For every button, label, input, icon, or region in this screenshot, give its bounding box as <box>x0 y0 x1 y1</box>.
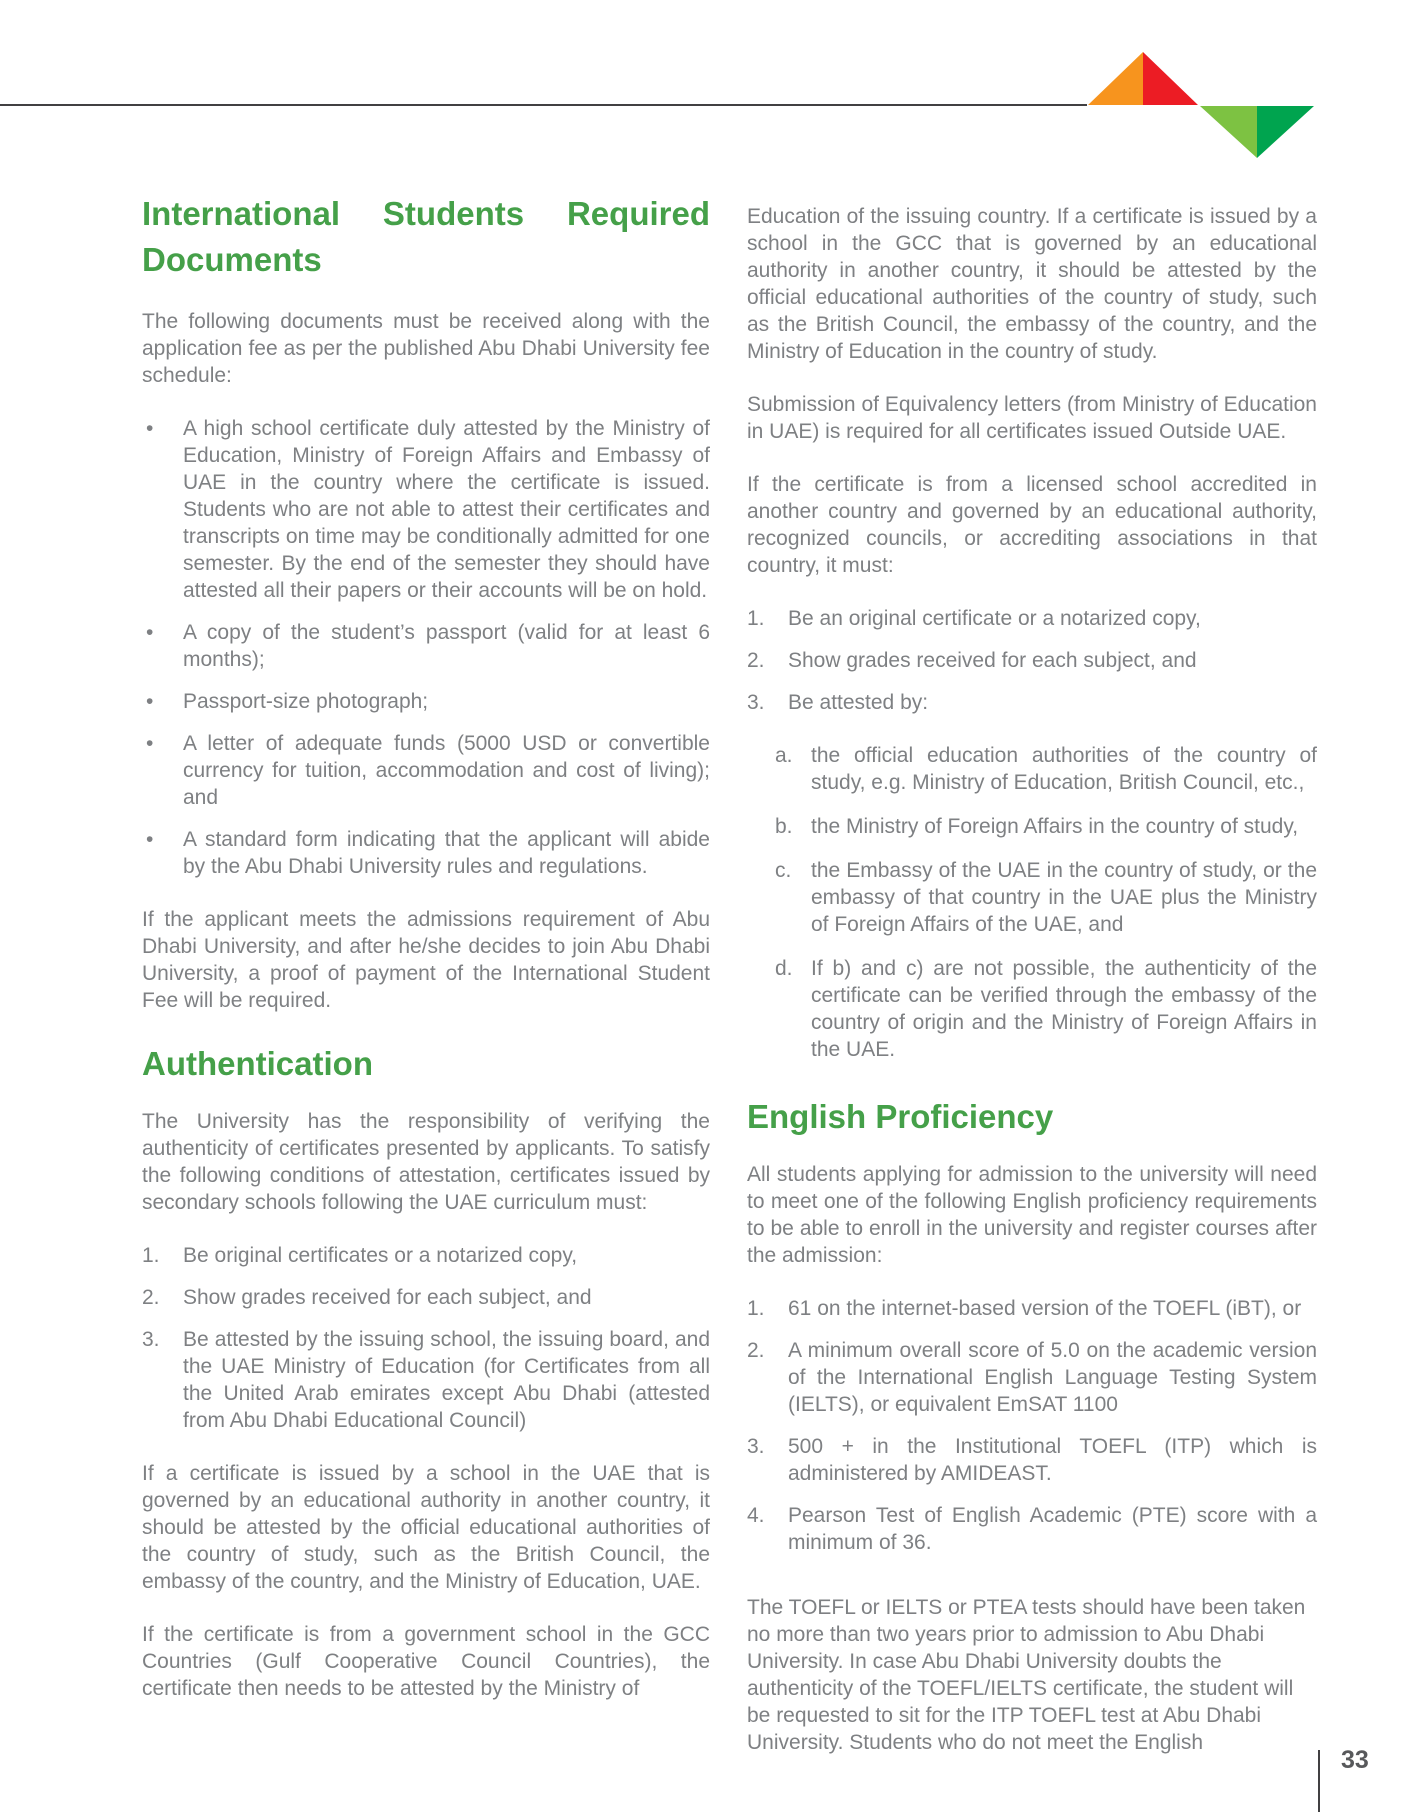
list-item-text: Passport-size photograph; <box>183 690 429 713</box>
page-number-divider <box>1318 1750 1320 1812</box>
list-item <box>747 1433 1317 1487</box>
list-item <box>747 647 1317 674</box>
intro-paragraph: The following documents must be received along with the application fee as per the published Abu Dhabi University fee schedule: <box>142 310 710 387</box>
continuation-paragraph: Education of the issuing country. If a certificate is issued by a school in the GCC that is governed by an educational authority in another country, it should be attested by the official educational authorities of the country of study, such as the British Council, the embassy of the country, and the Ministry of Education in the country of study. <box>747 205 1317 363</box>
item-marker: 1. <box>142 1244 160 1267</box>
authentication-intro-paragraph: The University has the responsibility of verifying the authenticity of certificates presented by applicants. To satisfy the following conditions of attestation, certificates issued by secondary schools following the UAE curriculum must: <box>142 1110 710 1214</box>
list-item-text: the Ministry of Foreign Affairs in the country of study, <box>811 815 1299 838</box>
gcc-school-paragraph: If the certificate is from a government school in the GCC Countries (Gulf Cooperative Council Countries), the certificate then needs to be attested by the Ministry of <box>142 1623 710 1700</box>
list-item-text: 61 on the internet-based version of the TOEFL (iBT), or <box>788 1297 1302 1320</box>
list-item <box>747 955 1317 1063</box>
list-item-text: the Embassy of the UAE in the country of study, or the embassy of that country in the UAE plus the Ministry of Foreign Affairs of the UAE, and <box>811 859 1317 936</box>
list-item <box>747 1295 1317 1322</box>
bullet-icon: • <box>146 417 154 440</box>
item-marker: 1. <box>747 1297 765 1320</box>
list-item-text: the official education authorities of the country of study, e.g. Ministry of Education, British Council, etc., <box>811 744 1317 794</box>
item-marker: 4. <box>747 1504 765 1527</box>
item-marker: 1. <box>747 607 765 630</box>
logo-triangle-down-right-icon <box>1257 106 1314 158</box>
list-item-text: If b) and c) are not possible, the authenticity of the certificate can be verified through the embassy of the country of origin and the Ministry of Foreign Affairs in the UAE. <box>811 957 1317 1061</box>
toefl-validity-paragraph: The TOEFL or IELTS or PTEA tests should have been taken no more than two years prior to admission to Abu Dhabi University. In case Abu Dhabi University doubts the authenticity of the TOEFL/IELTS certificate, the student will be requested to sit for the ITP TOEFL test at Abu Dhabi University. Students who do not meet the English <box>747 1596 1306 1754</box>
list-item <box>747 813 1317 840</box>
list-item-text: 500 + in the Institutional TOEFL (ITP) which is administered by AMIDEAST. <box>788 1435 1317 1485</box>
uae-school-paragraph: If a certificate is issued by a school in the UAE that is governed by an educational authority in another country, it should be attested by the official educational authorities of the country of study, such as the British Council, the embassy of the country, and the Ministry of Education, UAE. <box>142 1462 710 1593</box>
list-item-text: Be attested by: <box>788 691 929 714</box>
list-item <box>142 1326 710 1434</box>
english-requirements-list <box>747 1295 1317 1556</box>
item-marker: 2. <box>142 1286 160 1309</box>
heading-english-proficiency: English Proficiency <box>747 1098 1054 1135</box>
list-item-text: Pearson Test of English Academic (PTE) score with a minimum of 36. <box>788 1504 1317 1554</box>
equivalency-paragraph: Submission of Equivalency letters (from Ministry of Education in UAE) is required for all certificates issued Outside UAE. <box>747 393 1317 443</box>
title-line-1: International Students Required <box>142 195 710 232</box>
title-line-2: Documents <box>142 241 322 278</box>
required-documents-list <box>142 415 710 880</box>
left-column <box>142 191 710 1702</box>
list-item-text: Be attested by the issuing school, the issuing board, and the UAE Ministry of Education (for Certificates from all the United Arab emirates except Abu Dhabi (attested from Abu Dhabi Educational Council) <box>183 1328 710 1432</box>
list-item-text: Be original certificates or a notarized copy, <box>183 1244 578 1267</box>
logo-triangle-up-left-icon <box>1088 52 1143 105</box>
bullet-icon: • <box>146 828 154 851</box>
licensed-school-conditions-list <box>747 605 1317 716</box>
item-marker: 3. <box>747 691 765 714</box>
list-item <box>747 689 1317 716</box>
page-number: 33 <box>1341 1746 1369 1774</box>
item-marker: d. <box>775 957 793 980</box>
bullet-icon: • <box>146 732 154 755</box>
list-item <box>747 857 1317 938</box>
list-item-text: A standard form indicating that the applicant will abide by the Abu Dhabi University rules and regulations. <box>183 828 710 878</box>
bullet-icon: • <box>146 621 154 644</box>
english-proficiency-intro-paragraph: All students applying for admission to the university will need to meet one of the following English proficiency requirements to be able to enroll in the university and register courses after the admission: <box>747 1163 1317 1267</box>
list-item <box>747 1502 1317 1556</box>
list-item <box>142 415 710 604</box>
list-item <box>142 619 710 673</box>
list-item-text: Show grades received for each subject, and <box>788 649 1197 672</box>
list-item <box>142 1242 710 1269</box>
header-rule <box>0 104 1087 106</box>
item-marker: 2. <box>747 1339 765 1362</box>
attestation-sub-list <box>747 742 1317 1063</box>
item-marker: a. <box>775 744 793 767</box>
item-marker: b. <box>775 815 793 838</box>
list-item <box>747 742 1317 796</box>
logo-triangle-down-left-icon <box>1200 106 1257 158</box>
logo-triangle-up-right-icon <box>1143 52 1198 105</box>
list-item <box>747 605 1317 632</box>
right-column <box>747 203 1317 1756</box>
list-item-text: Show grades received for each subject, and <box>183 1286 592 1309</box>
item-marker: c. <box>775 859 792 882</box>
item-marker: 3. <box>747 1435 765 1458</box>
international-fee-paragraph: If the applicant meets the admissions requirement of Abu Dhabi University, and after he/she decides to join Abu Dhabi University, a proof of payment of the International Student Fee will be required. <box>142 908 710 1012</box>
list-item-text: A letter of adequate funds (5000 USD or convertible currency for tuition, accommodation and cost of living); and <box>183 732 710 809</box>
bullet-icon: • <box>146 690 154 713</box>
list-item <box>142 688 710 715</box>
adu-logo <box>1086 48 1316 160</box>
item-marker: 3. <box>142 1328 160 1351</box>
page-title <box>142 191 710 283</box>
heading-authentication: Authentication <box>142 1045 373 1082</box>
licensed-school-paragraph: If the certificate is from a licensed school accredited in another country and governed by an educational authority, recognized councils, or accrediting associations in that country, it must: <box>747 473 1317 577</box>
list-item-text: A high school certificate duly attested by the Ministry of Education, Ministry of Foreign Affairs and Embassy of UAE in the country where the certificate is issued. Students who are not able to attest their certificates and transcripts on time may be conditionally admitted for one semester. By the end of the semester they should have attested all their papers or their accounts will be on hold. <box>183 417 710 602</box>
list-item-text: Be an original certificate or a notarized copy, <box>788 607 1201 630</box>
authentication-conditions-list <box>142 1242 710 1434</box>
list-item-text: A copy of the student’s passport (valid for at least 6 months); <box>183 621 710 671</box>
list-item-text: A minimum overall score of 5.0 on the academic version of the International English Language Testing System (IELTS), or equivalent EmSAT 1100 <box>788 1339 1317 1416</box>
list-item <box>142 1284 710 1311</box>
item-marker: 2. <box>747 649 765 672</box>
list-item <box>142 730 710 811</box>
list-item <box>142 826 710 880</box>
list-item <box>747 1337 1317 1418</box>
